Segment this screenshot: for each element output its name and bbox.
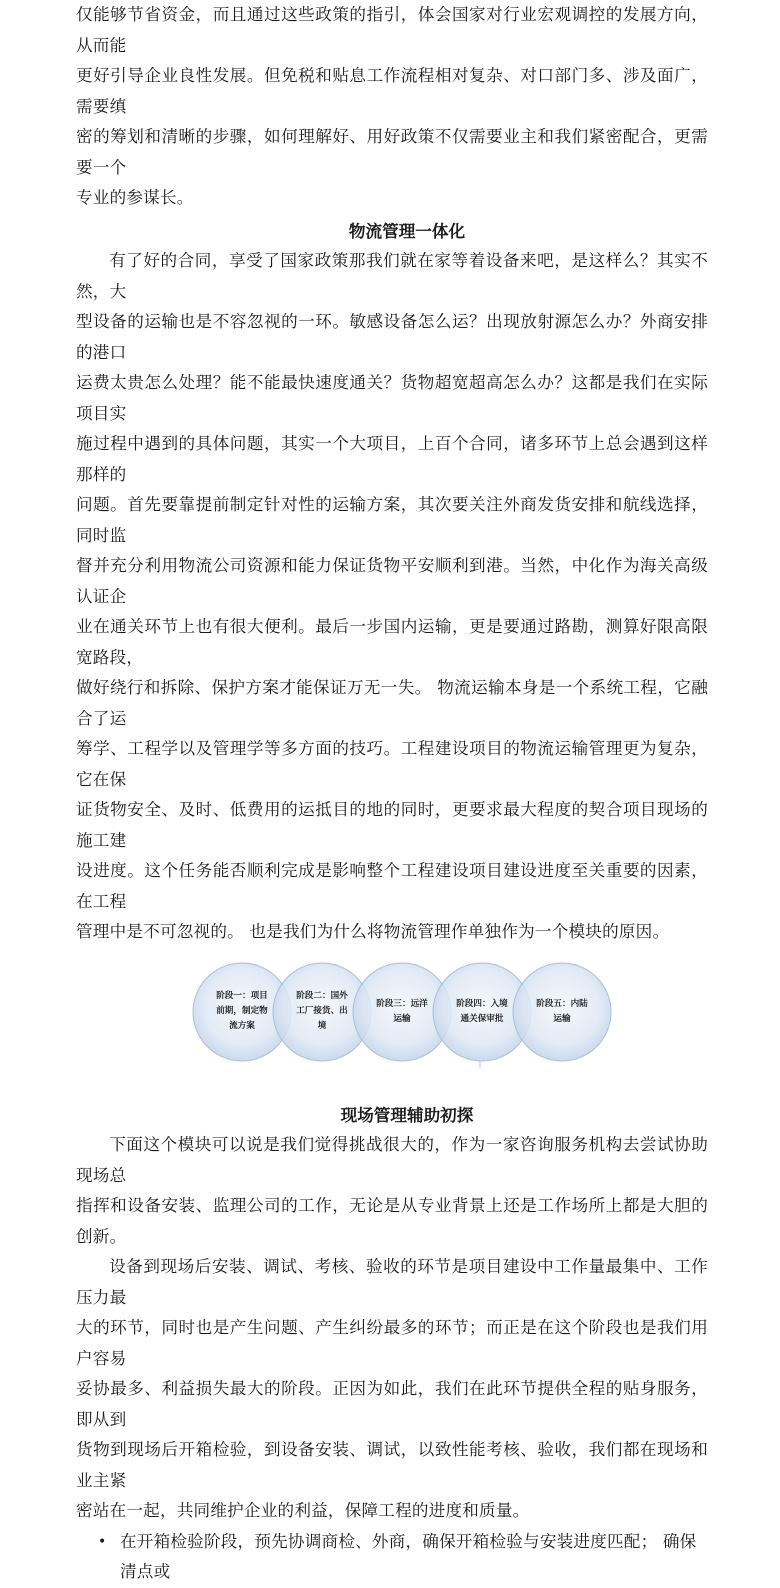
text-line: 督并充分利用物流公司资源和能力保证货物平安顺利到港。当然，中化作为海关高级认证企 — [76, 556, 708, 606]
text-line: 密站在一起，共同维护企业的利益，保障工程的进度和质量。 — [76, 1501, 530, 1520]
text-line: 妥协最多、利益损失最大的阶段。正因为如此，我们在此环节提供全程的贴身服务，即从到 — [76, 1379, 708, 1429]
stage-label — [211, 989, 273, 1034]
stage-label — [371, 997, 433, 1027]
stage-label-line: 流方案 — [229, 1021, 255, 1031]
text-line: 做好绕行和拆除、保护方案才能保证万无一失。 物流运输本身是一个系统工程，它融合了运 — [76, 678, 708, 728]
text-line: 专业的参谋长。 — [76, 188, 194, 207]
text-line: 问题。首先要靠提前制定针对性的运输方案，其次要关注外商发货安排和航线选择，同时监 — [76, 495, 708, 545]
logistics-stage-diagram — [76, 948, 708, 1100]
stage-label-line: 工厂接货、出 — [296, 1006, 348, 1016]
text-line: 证货物安全、及时、低费用的运抵目的地的同时，更要求最大程度的契合项目现场的施工建 — [76, 800, 708, 850]
stage-label-line: 阶段一：项目 — [216, 991, 268, 1001]
text-line: 设备到现场后安装、调试、考核、验收的环节是项目建设中工作量最集中、工作压力最 — [76, 1257, 708, 1307]
bullet-item — [76, 1527, 708, 1588]
section-heading-logistics: 物流管理一体化 — [348, 220, 466, 241]
text-line: 筹学、工程学以及管理学等多方面的技巧。工程建设项目的物流运输管理更为复杂，它在保 — [76, 739, 708, 789]
site-paragraph-2 — [76, 1252, 708, 1527]
stage-label — [291, 989, 353, 1034]
stage-label-line: 运输 — [553, 1013, 571, 1024]
stage-label-line: 运输 — [393, 1013, 411, 1024]
text-line: 运费太贵怎么处理？能不能最快速度通关？货物超宽超高怎么办？这都是我们在实际项目实 — [76, 373, 708, 423]
document-page — [76, 0, 708, 1588]
text-line: 型设备的运输也是不容忽视的一环。敏感设备怎么运？出现放射源怎么办？外商安排的港口 — [76, 312, 708, 362]
logistics-paragraph — [76, 246, 708, 948]
text-line: 管理中是不可忽视的。 也是我们为什么将物流管理作单独作为一个模块的原因。 — [76, 922, 670, 941]
site-paragraph-1 — [76, 1130, 708, 1252]
text-line: 货物到现场后开箱检验，到设备安装、调试，以致性能考核、验收，我们都在现场和业主紧 — [76, 1440, 708, 1490]
intro-paragraph — [76, 0, 708, 214]
stage-label-line: 境 — [317, 1021, 327, 1031]
bullet-text: 在开箱检验阶段，预先协调商检、外商，确保开箱检验与安装进度匹配； 确保清点或 — [120, 1531, 697, 1581]
stage-label-line: 阶段三：远洋 — [376, 998, 428, 1009]
text-line: 密的筹划和清晰的步骤，如何理解好、用好政策不仅需要业主和我们紧密配合，更需要一个 — [76, 127, 708, 177]
text-line: 更好引导企业良性发展。但免税和贴息工作流程相对复杂、对口部门多、涉及面广，需要缜 — [76, 66, 708, 116]
text-line: 大的环节，同时也是产生问题、产生纠纷最多的环节；而正是在这个阶段也是我们用户容易 — [76, 1318, 708, 1368]
stage-label-line: 前期，制定物 — [216, 1006, 268, 1016]
stage-label-line: 阶段五：内陆 — [536, 998, 588, 1009]
text-line: 仅能够节省资金，而且通过这些政策的指引，体会国家对行业宏观调控的发展方向，从而能 — [76, 5, 708, 55]
stage-label-line: 通关保审批 — [460, 1013, 504, 1024]
stage-label-line: 阶段四：入境 — [456, 998, 508, 1009]
stage-label — [531, 997, 593, 1027]
stage-label-line: 阶段二：国外 — [296, 991, 348, 1001]
text-line: 施过程中遇到的具体问题，其实一个大项目，上百个合同，诸多环节上总会遇到这样那样的 — [76, 434, 708, 484]
text-line: 指挥和设备安装、监理公司的工作，无论是从专业背景上还是工作场所上都是大胆的创新。 — [76, 1196, 708, 1246]
text-line: 业在通关环节上也有很大便利。最后一步国内运输，更是要通过路勘，测算好限高限宽路段， — [76, 617, 708, 667]
section-heading-site-management: 现场管理辅助初探 — [340, 1104, 474, 1125]
text-line: 设进度。这个任务能否顺利完成是影响整个工程建设项目建设进度至关重要的因素，在工程 — [76, 861, 708, 911]
stage-label — [451, 997, 513, 1027]
bullet-marker: • — [98, 1533, 107, 1550]
text-line: 下面这个模块可以说是我们觉得挑战很大的，作为一家咨询服务机构去尝试协助现场总 — [76, 1135, 708, 1185]
text-line: 有了好的合同，享受了国家政策那我们就在家等着设备来吧，是这样么？其实不然，大 — [76, 251, 708, 301]
